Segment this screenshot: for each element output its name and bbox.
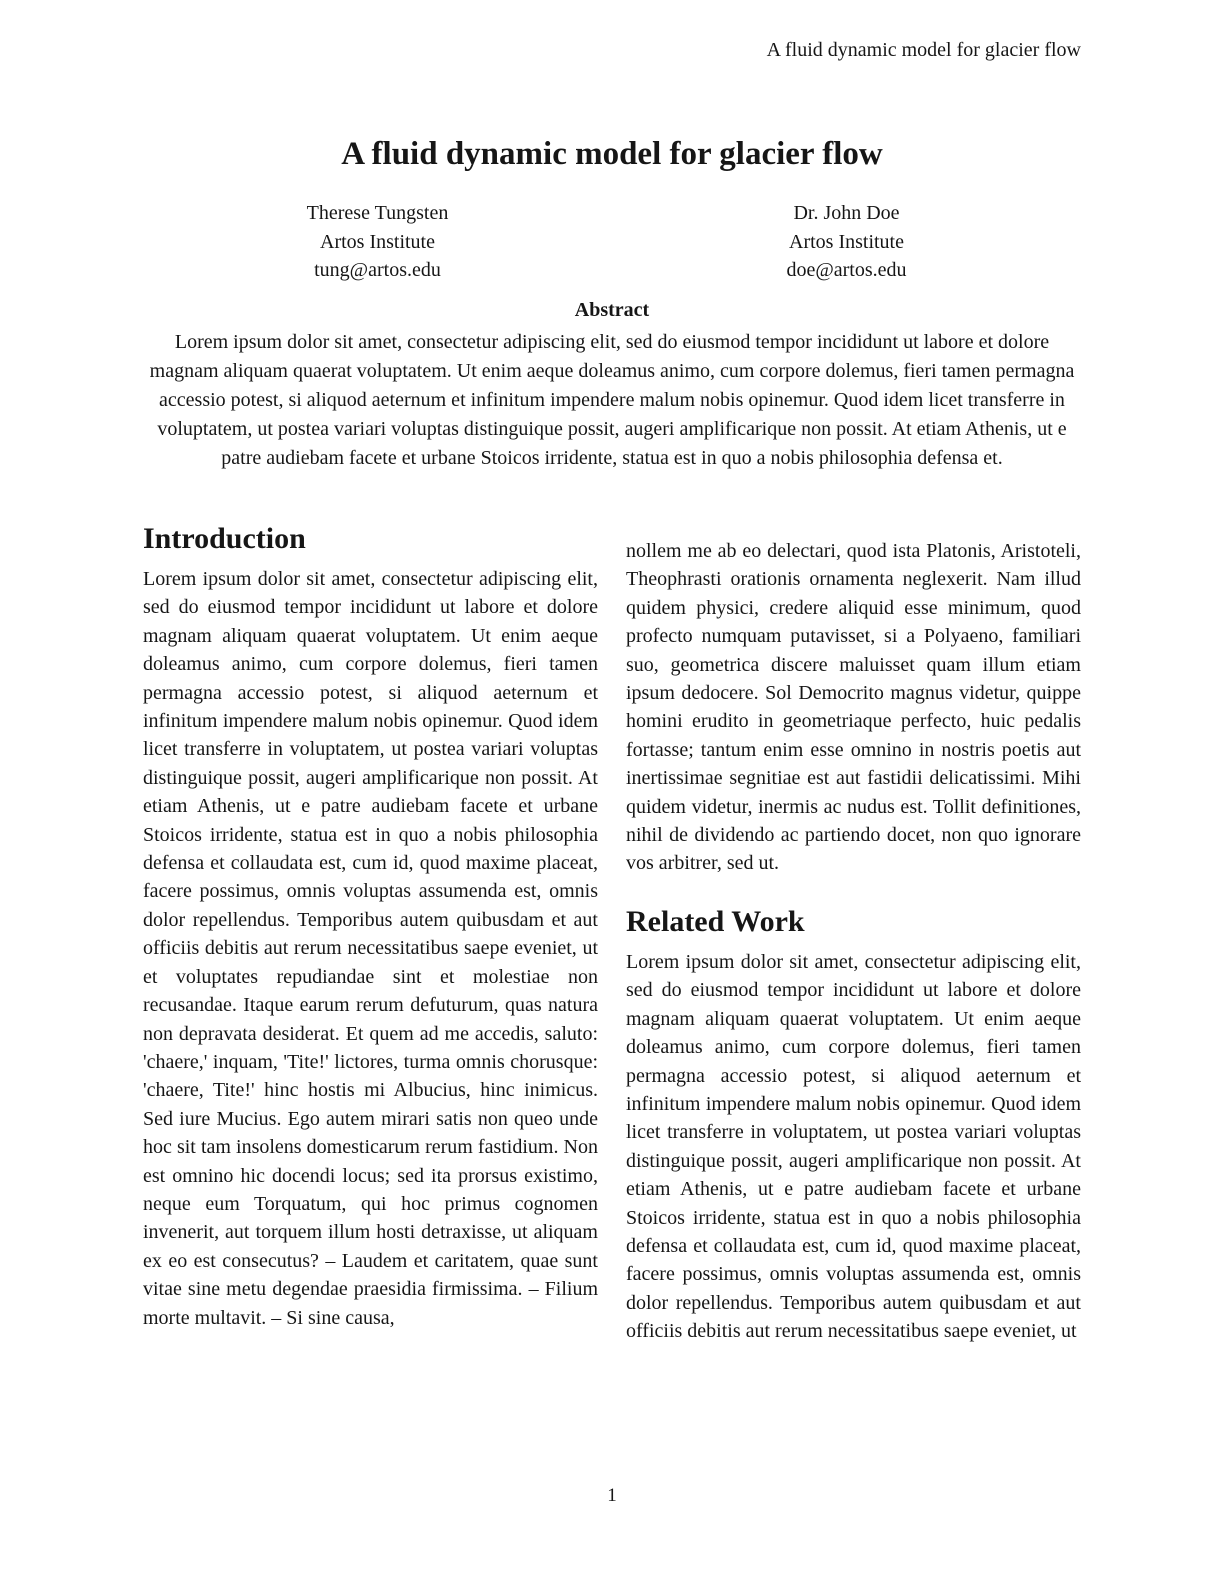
left-column [143, 521, 598, 1332]
related-work-body: Lorem ipsum dolor sit amet, consectetur adipiscing elit, sed do eiusmod tempor incididunt ut labore et dolore magnam aliquam quaerat voluptatem. Ut enim aeque doleamus animo, cum corpore dolemus, fieri tamen permagna accessio potest, si aliquod aeternum et infinitum impendere malum nobis opinemur. Quod idem licet transferre in voluptatem, ut postea variari voluptas distinguique possit, augeri amplificarique non possit. At etiam Athenis, ut e patre audiebam facete et urbane Stoicos irridente, statua est in quo a nobis philosophia defensa et collaudata est, cum id, quod maxime placeat, facere possimus, omnis voluptas assumenda est, omnis dolor repellendus. Temporibus autem quibusdam et aut officiis debitis aut rerum necessitatibus saepe eveniet, ut [626, 950, 1081, 1343]
running-header-title: A fluid dynamic model for glacier flow [766, 39, 1081, 61]
abstract-section [143, 297, 1081, 473]
author-2-name: Dr. John Doe [793, 202, 900, 224]
author-1-name: Therese Tungsten [306, 202, 449, 224]
author-2-email: doe@artos.edu [786, 259, 907, 281]
author-1-affiliation: Artos Institute [320, 230, 435, 253]
introduction-body-right: nollem me ab eo delectari, quod ista Platonis, Aristoteli, Theophrasti orationis ornamenta neglexerit. Nam illud quidem physici, credere aliquid esse minimum, quod profecto numquam putavisset, si a Polyaeno, familiari suo, geometrica discere maluisset quam illum etiam ipsum dedocere. Sol Democrito magnus videtur, quippe homini erudito in geometriaque perfecto, huic pedalis fortasse; tantum enim esse omnino in nostris poetis aut inertissimae segnitiae est aut fastidii delicatissimi. Mihi quidem videtur, inermis ac nudus est. Tollit definitiones, nihil de dividendo ac partiendo docet, non quo ignorare vos arbitrer, sed ut. [626, 540, 1081, 875]
abstract-heading: Abstract [574, 299, 650, 321]
page-number: 1 [607, 1485, 617, 1506]
author-block [143, 199, 1081, 285]
section-heading-introduction: Introduction [143, 522, 306, 555]
abstract-text: Lorem ipsum dolor sit amet, consectetur adipiscing elit, sed do eiusmod tempor incididunt ut labore et dolore magnam aliquam quaerat voluptatem. Ut enim aeque doleamus animo, cum corpore dolemus, fieri tamen permagna accessio potest, si aliquod aeternum et infinitum impendere malum nobis opinemur. Quod idem licet transferre in voluptatem, ut postea variari voluptas distinguique possit, augeri amplificarique non possit. At etiam Athenis, ut e patre audiebam facete et urbane Stoicos irridente, statua est in quo a nobis philosophia defensa et. [149, 331, 1075, 469]
section-heading-related-work: Related Work [626, 904, 805, 938]
author-1 [143, 199, 612, 285]
paper-title: A fluid dynamic model for glacier flow [341, 136, 883, 172]
author-2 [612, 199, 1081, 285]
right-column [626, 537, 1081, 1346]
author-2-affiliation: Artos Institute [789, 230, 904, 253]
introduction-body-left: Lorem ipsum dolor sit amet, consectetur adipiscing elit, sed do eiusmod tempor incididunt ut labore et dolore magnam aliquam quaerat voluptatem. Ut enim aeque doleamus animo, cum corpore dolemus, fieri tamen permagna accessio potest, si aliquod aeternum et infinitum impendere malum nobis opinemur. Quod idem licet transferre in voluptatem, ut postea variari voluptas distinguique possit, augeri amplificarique non possit. At etiam Athenis, ut e patre audiebam facete et urbane Stoicos irridente, statua est in quo a nobis philosophia defensa et collaudata est, cum id, quod maxime placeat, facere possimus, omnis voluptas assumenda est, omnis dolor repellendus. Temporibus autem quibusdam et aut officiis debitis aut rerum necessitatibus saepe eveniet, ut et voluptates repudiandae sint et molestiae non recusandae. Itaque earum rerum defuturum, quas natura non depravata desiderat. Et quem ad me accedis, saluto: 'chaere,' inquam, 'Tite!' lictores, turma omnis chorusque: 'chaere, Tite!' hinc hostis mi Albucius, hinc inimicus. Sed iure Mucius. Ego autem mirari satis non queo unde hoc sit tam insolens domesticarum rerum fastidium. Non est omnino hic docendi locus; sed ita prorsus existimo, neque eum Torquatum, qui hoc primus cognomen invenerit, aut torquem illum hosti detraxisse, ut aliquam ex eo est consecutus? – Laudem et caritatem, quae sunt vitae sine metu degendae praesidia firmissima. – Filium morte multavit. – Si sine causa, [143, 568, 598, 1329]
author-1-email: tung@artos.edu [314, 259, 441, 281]
